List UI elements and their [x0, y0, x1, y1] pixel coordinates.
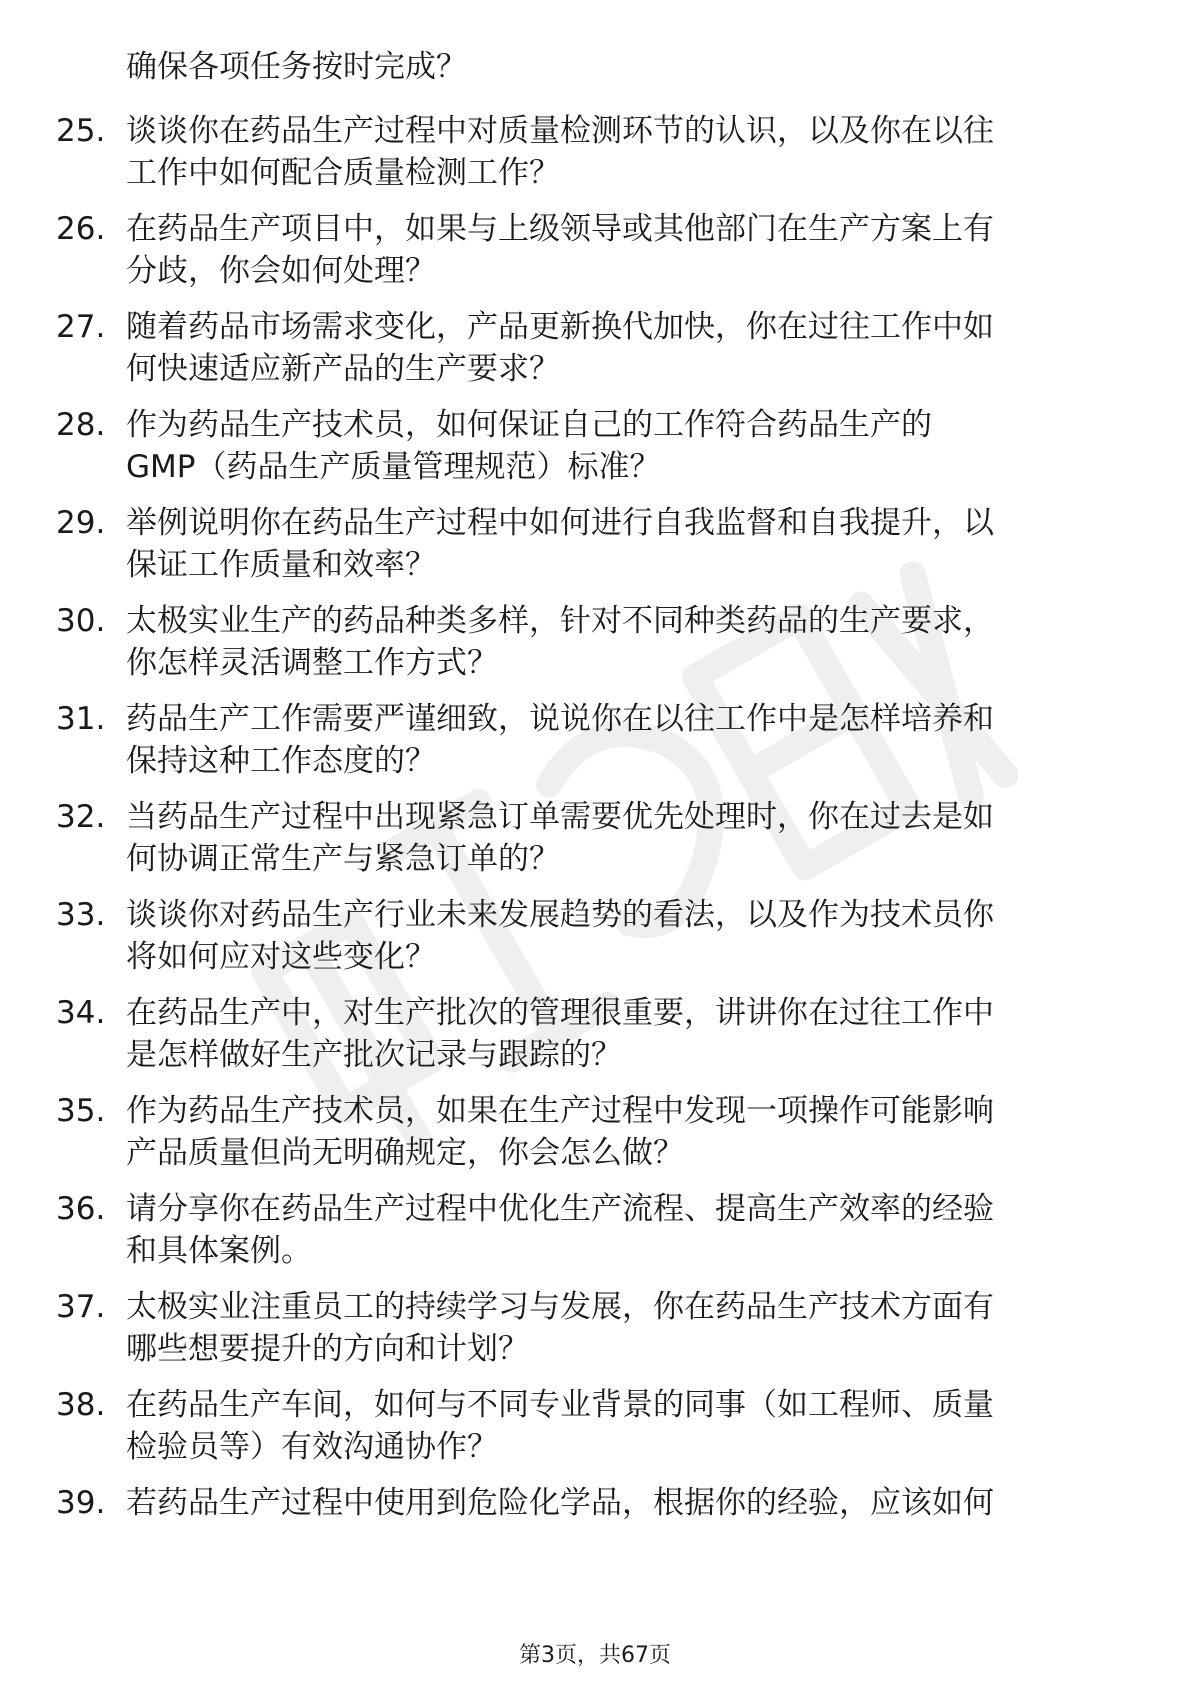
- question-text-line: 哪些想要提升的方向和计划？: [126, 1331, 529, 1367]
- question-number: 31.: [56, 701, 106, 737]
- question-text-line: 当药品生产过程中出现紧急订单需要优先处理时，你在过去是如: [126, 799, 994, 835]
- question-text-line: 太极实业生产的药品种类多样，针对不同种类药品的生产要求，: [126, 603, 994, 639]
- question-text-line: 分歧，你会如何处理？: [126, 253, 436, 289]
- question-text: [126, 306, 1116, 390]
- question-text: [126, 1286, 1116, 1370]
- question-text-line: 何快速适应新产品的生产要求？: [126, 351, 560, 387]
- question-item: [0, 796, 1190, 894]
- question-item: [0, 502, 1190, 600]
- question-text: [126, 1188, 1116, 1272]
- question-number: 34.: [56, 995, 106, 1031]
- question-number: 39.: [56, 1485, 106, 1521]
- question-text: [126, 992, 1116, 1076]
- question-item: [0, 600, 1190, 698]
- question-text-line: 在药品生产项目中，如果与上级领导或其他部门在生产方案上有: [126, 211, 994, 247]
- question-item: [0, 404, 1190, 502]
- question-text-line: 工作中如何配合质量检测工作？: [126, 155, 560, 191]
- question-text-line: 是怎样做好生产批次记录与跟踪的？: [126, 1037, 622, 1073]
- question-text-line: 举例说明你在药品生产过程中如何进行自我监督和自我提升，以: [126, 505, 994, 541]
- question-number: 30.: [56, 603, 106, 639]
- question-item: [0, 894, 1190, 992]
- question-text: [126, 894, 1116, 978]
- question-text: [126, 600, 1116, 684]
- continuation-text: 确保各项任务按时完成？: [126, 49, 467, 85]
- question-number: 33.: [56, 897, 106, 933]
- question-item: [0, 992, 1190, 1090]
- question-number: 38.: [56, 1387, 106, 1423]
- question-number: 37.: [56, 1289, 106, 1325]
- question-text-line: 在药品生产车间，如何与不同专业背景的同事（如工程师、质量: [126, 1387, 994, 1423]
- question-item: [0, 1188, 1190, 1286]
- question-text-line: 随着药品市场需求变化，产品更新换代加快，你在过往工作中如: [126, 309, 994, 345]
- question-text: [126, 1384, 1116, 1468]
- question-item: [0, 1090, 1190, 1188]
- question-text-line: 和具体案例。: [126, 1233, 312, 1269]
- question-number: 35.: [56, 1093, 106, 1129]
- question-text-line: GMP（药品生产质量管理规范）标准？: [126, 449, 661, 485]
- question-text-line: 保持这种工作态度的？: [126, 743, 436, 779]
- question-item: [0, 208, 1190, 306]
- question-number: 26.: [56, 211, 106, 247]
- question-number: 29.: [56, 505, 106, 541]
- question-number: 32.: [56, 799, 106, 835]
- question-number: 28.: [56, 407, 106, 443]
- question-item: [0, 110, 1190, 208]
- question-text-line: 谈谈你在药品生产过程中对质量检测环节的认识，以及你在以往: [126, 113, 994, 149]
- question-text: [126, 1482, 1116, 1524]
- question-text: [126, 1090, 1116, 1174]
- question-item: [0, 1286, 1190, 1384]
- question-text-line: 检验员等）有效沟通协作？: [126, 1429, 498, 1465]
- page-footer: 第3页，共67页: [519, 1643, 671, 1668]
- question-text-line: 在药品生产中，对生产批次的管理很重要，讲讲你在过往工作中: [126, 995, 994, 1031]
- question-text-line: 你怎样灵活调整工作方式？: [126, 645, 498, 681]
- question-item: [0, 306, 1190, 404]
- question-text-line: 将如何应对这些变化？: [126, 939, 436, 975]
- question-number: 27.: [56, 309, 106, 345]
- question-number: 36.: [56, 1191, 106, 1227]
- question-item: [0, 698, 1190, 796]
- question-item: [0, 1384, 1190, 1482]
- question-text: [126, 110, 1116, 194]
- question-text-line: 太极实业注重员工的持续学习与发展，你在药品生产技术方面有: [126, 1289, 994, 1325]
- question-item: [0, 1482, 1190, 1580]
- question-text-line: 何协调正常生产与紧急订单的？: [126, 841, 560, 877]
- question-text: [126, 796, 1116, 880]
- question-text: [126, 502, 1116, 586]
- question-text-line: 药品生产工作需要严谨细致，说说你在以往工作中是怎样培养和: [126, 701, 994, 737]
- question-text: [126, 208, 1116, 292]
- question-number: 25.: [56, 113, 106, 149]
- question-text: [126, 404, 1116, 488]
- question-text: [126, 698, 1116, 782]
- question-text-line: 作为药品生产技术员，如果在生产过程中发现一项操作可能影响: [126, 1093, 994, 1129]
- question-text-line: 若药品生产过程中使用到危险化学品，根据你的经验，应该如何: [126, 1485, 994, 1521]
- question-text-line: 产品质量但尚无明确规定，你会怎么做？: [126, 1135, 684, 1171]
- question-text-line: 谈谈你对药品生产行业未来发展趋势的看法，以及作为技术员你: [126, 897, 994, 933]
- question-text-line: 请分享你在药品生产过程中优化生产流程、提高生产效率的经验: [126, 1191, 994, 1227]
- question-text-line: 作为药品生产技术员，如何保证自己的工作符合药品生产的: [126, 407, 932, 443]
- question-text-line: 保证工作质量和效率？: [126, 547, 436, 583]
